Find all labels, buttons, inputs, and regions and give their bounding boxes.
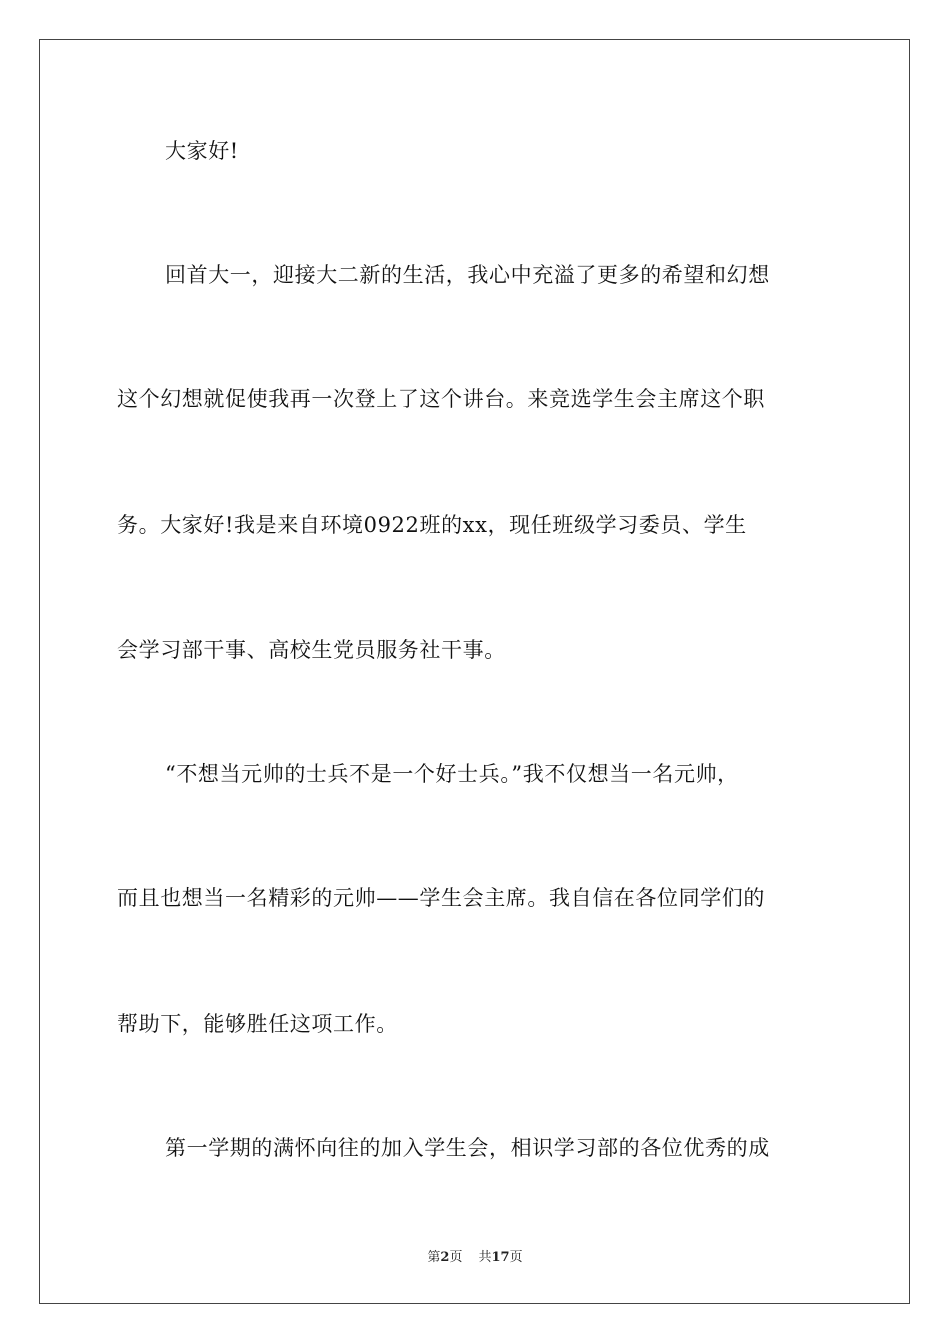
paragraph-2-line-3: 帮助下，能够胜任这项工作。: [117, 1012, 398, 1036]
paragraph-1-line-3: 务。大家好!我是来自环境0922班的xx，现任班级学习委员、学生: [117, 513, 747, 537]
paragraph-3-line-1: 第一学期的满怀向往的加入学生会，相识学习部的各位优秀的成: [165, 1136, 770, 1160]
footer-page-prefix: 第: [427, 1250, 441, 1265]
footer-page-suffix: 页: [449, 1250, 463, 1265]
paragraph-1-line-1: 回首大一，迎接大二新的生活，我心中充溢了更多的希望和幻想: [165, 263, 770, 287]
paragraph-2-line-1: “不想当元帅的士兵不是一个好士兵。”我不仅想当一名元帅，: [165, 762, 739, 786]
footer-total-prefix: 共: [478, 1250, 492, 1265]
footer-total-number: 17: [491, 1250, 510, 1265]
page-footer: [0, 1246, 950, 1265]
footer-page-number: 2: [440, 1250, 450, 1265]
footer-total-suffix: 页: [509, 1250, 523, 1265]
paragraph-1-line-4: 会学习部干事、高校生党员服务社干事。: [117, 638, 506, 662]
page-border: [39, 39, 910, 1304]
greeting-line: 大家好!: [165, 139, 239, 163]
paragraph-1-line-2: 这个幻想就促使我再一次登上了这个讲台。来竞选学生会主席这个职: [117, 387, 765, 411]
paragraph-2-line-2: 而且也想当一名精彩的元帅——学生会主席。我自信在各位同学们的: [117, 886, 765, 910]
